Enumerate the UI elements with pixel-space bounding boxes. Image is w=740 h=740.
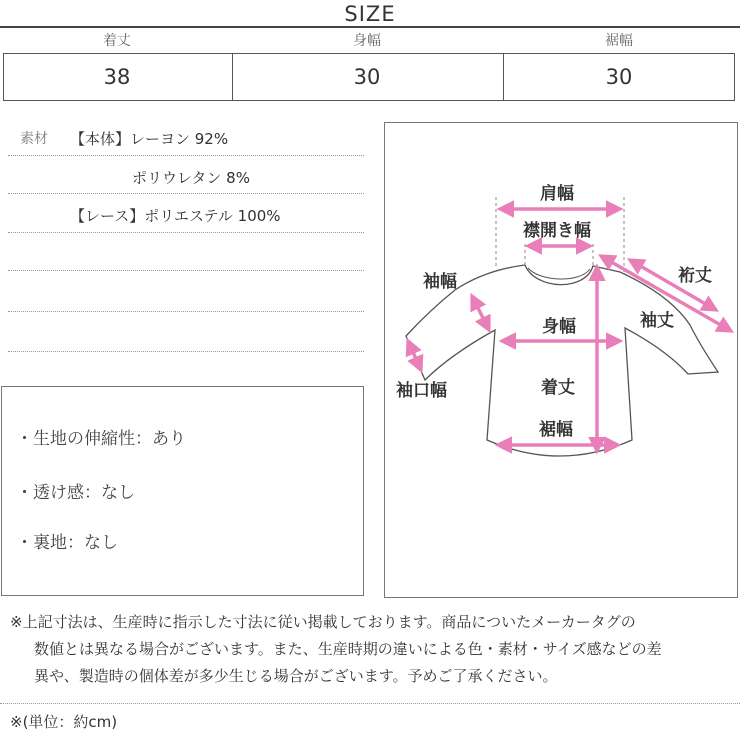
label-shoulder-width: 肩幅 (540, 184, 574, 204)
disclaimer-line: ※上記寸法は、生産時に指示した寸法に従い掲載しております。商品についたメーカータグの (10, 613, 636, 631)
label-length: 着丈 (541, 378, 575, 398)
disclaimer-line: 異や、製造時の個体差が多少生じる場合がございます。予めご了承ください。 (34, 667, 558, 685)
size-value-body-width: 30 (353, 65, 381, 89)
dotted-divider (8, 270, 364, 271)
label-yuki: 裄丈 (678, 266, 712, 286)
dotted-divider (8, 311, 364, 312)
sleeve-width-arrow (472, 296, 489, 330)
label-neck-width: 襟開き幅 (523, 221, 591, 241)
label-sleeve-length: 袖丈 (640, 311, 674, 331)
garment-neckline (528, 268, 590, 279)
dotted-divider (8, 351, 364, 352)
size-header-hem-width: 裾幅 (605, 33, 633, 49)
label-hem-width: 裾幅 (539, 420, 573, 440)
size-value-hem-width: 30 (605, 65, 633, 89)
dotted-divider (8, 232, 364, 233)
material-line: ポリウレタン 8% (132, 169, 250, 187)
cuff-arrow (408, 341, 421, 370)
title-divider (0, 26, 740, 28)
size-title: SIZE (344, 2, 396, 26)
size-header-body-width: 身幅 (353, 33, 381, 49)
unit-note: ※(単位：約cm) (10, 713, 118, 731)
material-label: 素材 (20, 131, 48, 147)
dotted-divider (8, 193, 364, 194)
label-cuff-width: 袖口幅 (396, 381, 447, 401)
dotted-divider (8, 155, 364, 156)
material-line: 【レース】ポリエステル 100% (70, 207, 281, 225)
feature-lining: ・裏地：なし (16, 533, 118, 553)
feature-sheerness: ・透け感：なし (16, 483, 135, 503)
material-line: 【本体】レーヨン 92% (70, 130, 229, 148)
label-body-width: 身幅 (542, 317, 576, 337)
dotted-divider (0, 703, 740, 704)
size-value-length: 38 (103, 65, 131, 89)
size-header-length: 着丈 (103, 33, 131, 49)
label-sleeve-width: 袖幅 (423, 272, 457, 292)
feature-stretch: ・生地の伸縮性：あり (16, 429, 186, 449)
disclaimer-line: 数値とは異なる場合がございます。また、生産時期の違いによる色・素材・サイズ感などの差 (34, 640, 662, 658)
